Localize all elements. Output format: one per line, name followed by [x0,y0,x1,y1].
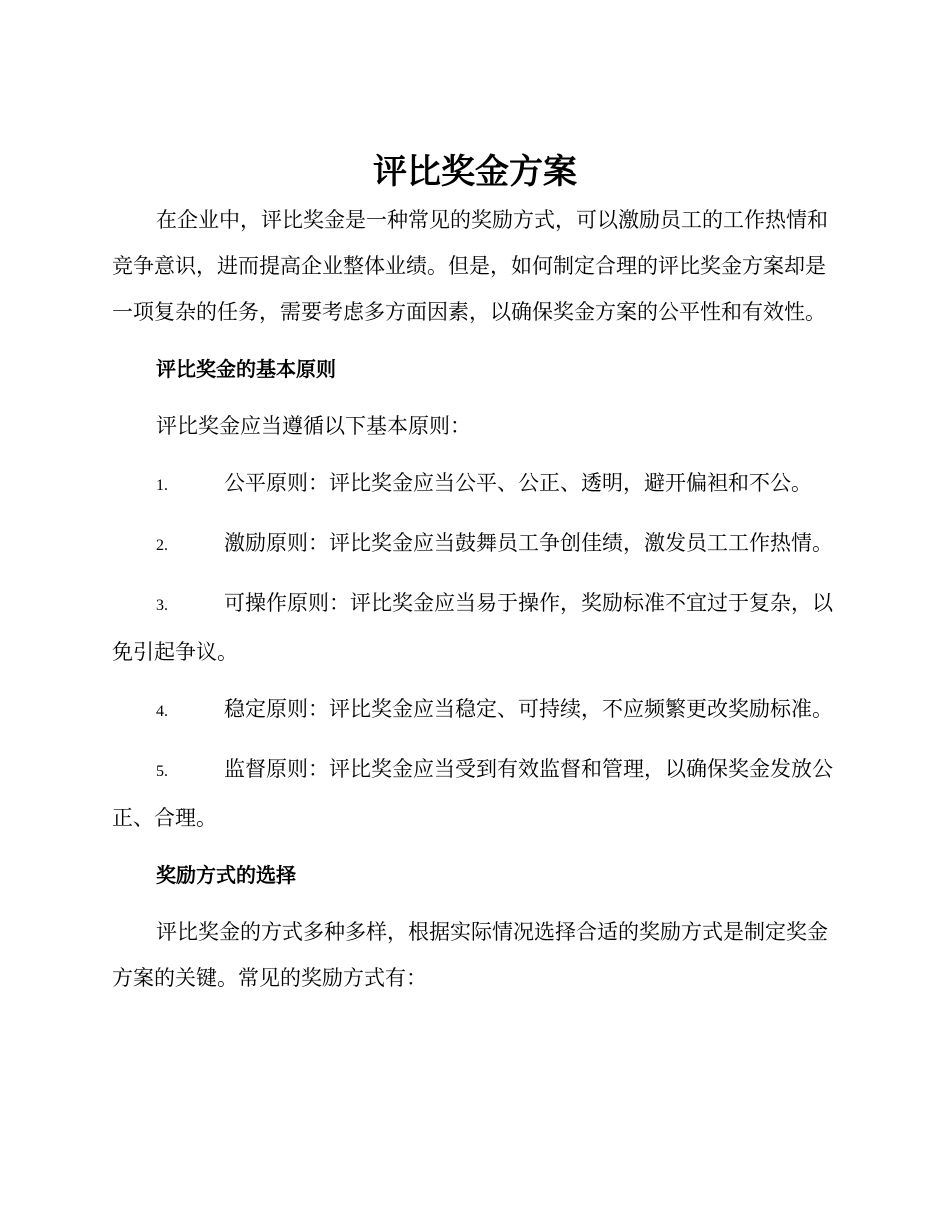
reward-methods-lead: 评比奖金的方式多种多样，根据实际情况选择合适的奖励方式是制定奖金方案的关键。常见的奖励方式有： [112,920,828,990]
list-item [112,520,836,569]
intro-paragraph: 在企业中，评比奖金是一种常见的奖励方式，可以激励员工的工作热情和竞争意识，进而提高企业整体业绩。但是，如何制定合理的评比奖金方案却是一项复杂的任务，需要考虑多方面因素，以确保奖金方案的公平性和有效性。 [112,208,828,324]
section-heading-reward-methods: 奖励方式的选择 [156,863,296,887]
list-number: 2. [156,537,168,554]
document-title: 评比奖金方案 [373,152,577,192]
list-text: 监督原则：评比奖金应当受到有效监督和管理，以确保奖金发放公正、合理。 [112,757,833,830]
principles-lead: 评比奖金应当遵循以下基本原则： [156,414,471,438]
list-item [112,580,836,675]
list-item [112,460,836,509]
list-text: 激励原则：评比奖金应当鼓舞员工争创佳绩，激发员工工作热情。 [224,531,833,555]
list-text: 稳定原则：评比奖金应当稳定、可持续，不应频繁更改奖励标准。 [224,697,833,721]
list-text: 可操作原则：评比奖金应当易于操作，奖励标准不宜过于复杂，以免引起争议。 [112,591,833,664]
list-number: 5. [156,763,168,780]
list-text: 公平原则：评比奖金应当公平、公正、透明，避开偏袒和不公。 [224,471,812,495]
list-number: 1. [156,477,168,494]
list-number: 3. [156,597,168,614]
list-item [112,746,836,841]
list-number: 4. [156,703,168,720]
list-item [112,686,836,735]
document-body [112,197,836,1001]
section-heading-principles: 评比奖金的基本原则 [156,357,336,381]
